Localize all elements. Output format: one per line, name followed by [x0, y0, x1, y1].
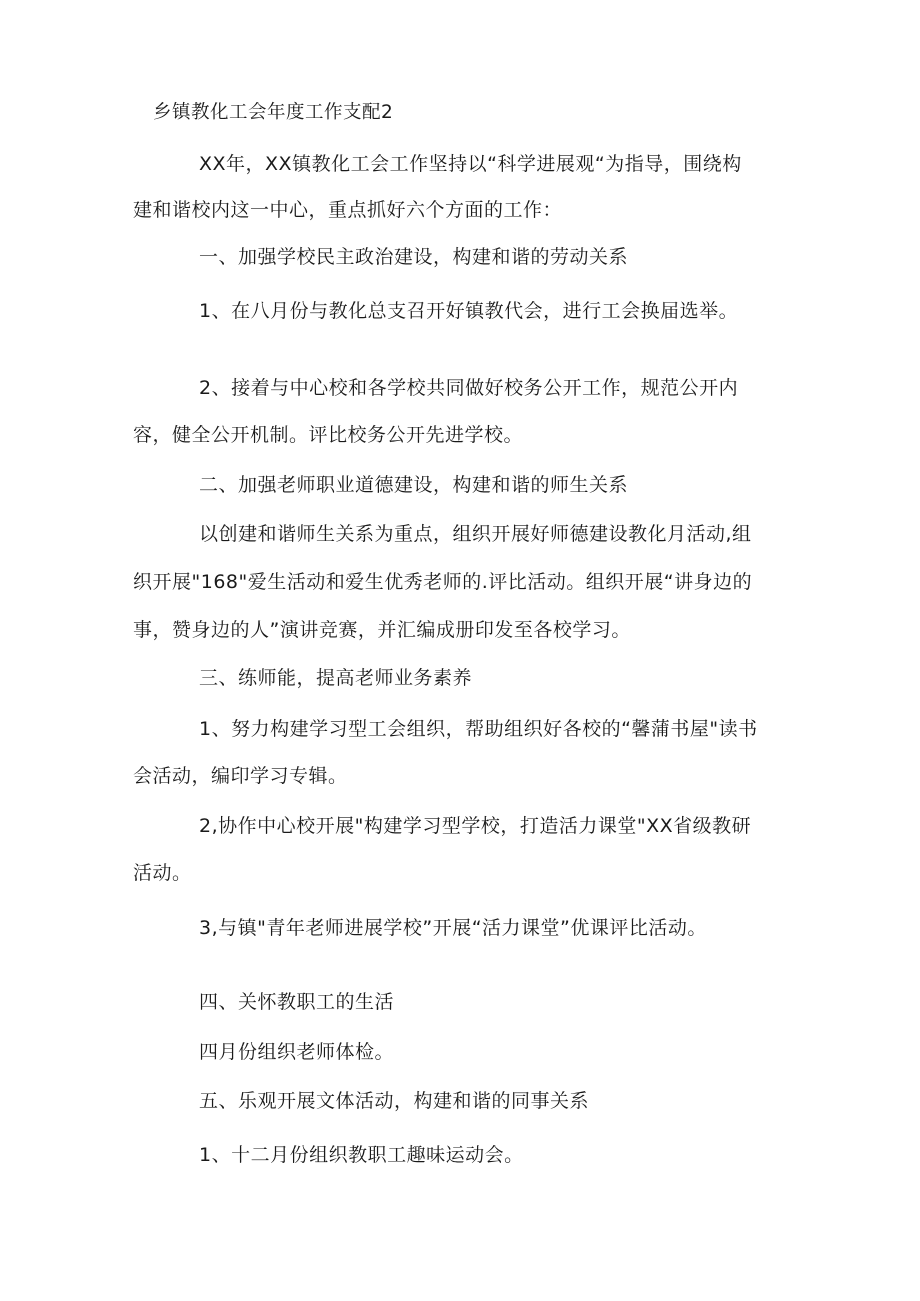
- list-item-1-1: 1、在八月份与教化总支召开好镇教代会，进行工会换届选举。: [199, 300, 739, 322]
- section-heading-3: 三、练师能，提高老师业务素养: [199, 667, 473, 689]
- paragraph-2-line-2: 织开展"168"爱生活动和爱生优秀老师的.评比活动。组织开展“讲身边的: [133, 571, 753, 593]
- list-item-3-3: 3,与镇"青年老师进展学校”开展“活力课堂”优课评比活动。: [199, 917, 707, 939]
- list-item-1-2b: 容，健全公开机制。评比校务公开先进学校。: [133, 424, 524, 446]
- section-heading-2: 二、加强老师职业道德建设，构建和谐的师生关系: [199, 474, 629, 496]
- section-heading-4: 四、关怀教职工的生活: [199, 991, 395, 1013]
- paragraph-2-line-3: 事，赞身边的人”演讲竞赛，并汇编成册印发至各校学习。: [133, 619, 631, 641]
- paragraph-line-2: 建和谐校内这一中心，重点抓好六个方面的工作：: [133, 199, 563, 221]
- list-item-3-2b: 活动。: [133, 862, 192, 884]
- section-heading-5: 五、乐观开展文体活动，构建和谐的同事关系: [199, 1090, 590, 1112]
- list-item-3-2a: 2,协作中心校开展"构建学习型学校，打造活力课堂"XX省级教研: [199, 815, 752, 837]
- paragraph-line-1: XX年，XX镇教化工会工作坚持以“科学进展观“为指导，围绕构: [199, 153, 742, 175]
- document-title: 乡镇教化工会年度工作支配2: [153, 102, 394, 123]
- list-item-3-1a: 1、努力构建学习型工会组织，帮助组织好各校的“馨蒲书屋"读书: [199, 718, 758, 740]
- list-item-3-1b: 会活动，编印学习专辑。: [133, 765, 348, 787]
- paragraph-4-line-1: 四月份组织老师体检。: [199, 1041, 395, 1063]
- section-heading-1: 一、加强学校民主政治建设，构建和谐的劳动关系: [199, 246, 629, 268]
- list-item-1-2a: 2、接着与中心校和各学校共同做好校务公开工作，规范公开内: [199, 377, 739, 399]
- list-item-5-1: 1、十二月份组织教职工趣味运动会。: [199, 1144, 524, 1166]
- paragraph-2-line-1: 以创建和谐师生关系为重点，组织开展好师德建设教化月活动,组: [199, 523, 752, 545]
